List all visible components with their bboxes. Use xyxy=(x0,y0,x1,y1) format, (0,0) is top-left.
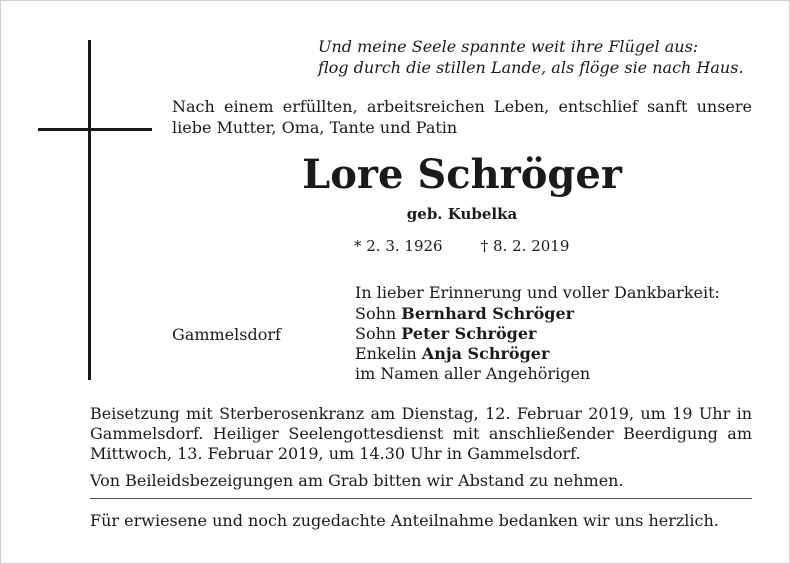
mourner-name: Bernhard Schröger xyxy=(401,304,575,323)
mourner-name: Peter Schröger xyxy=(401,324,537,343)
mourners-all: im Namen aller Angehörigen xyxy=(355,364,591,383)
mourner-relation: Sohn xyxy=(355,304,397,323)
birth-date: * 2. 3. 1926 xyxy=(354,237,443,255)
cross-icon-bar xyxy=(38,128,152,131)
mourners-list xyxy=(355,304,590,384)
place-name: Gammelsdorf xyxy=(172,325,281,344)
mourner-relation: Sohn xyxy=(355,324,397,343)
condolence-request: Von Beileidsbezeigungen am Grab bitten wir Abstand zu nehmen. xyxy=(90,471,624,490)
mourner-item xyxy=(355,344,590,364)
funeral-details: Beisetzung mit Sterberosenkranz am Dienstag, 12. Februar 2019, um 19 Uhr in Gammelsdorf. Heiliger Seelengottesdienst mit anschließender Beerdigung am Mittwoch, 13. Februar 2019, um 14.30 Uhr in Gammelsdorf. xyxy=(90,404,752,463)
deceased-name: Lore Schröger xyxy=(302,151,622,198)
poem-motto xyxy=(318,36,758,78)
mourner-item xyxy=(355,324,590,344)
mourner-relation: Enkelin xyxy=(355,344,417,363)
thanks-line: In lieber Erinnerung und voller Dankbarkeit: xyxy=(355,283,720,302)
life-dates xyxy=(354,236,569,256)
closing-thanks: Für erwiesene und noch zugedachte Anteilnahme bedanken wir uns herzlich. xyxy=(90,511,719,530)
maiden-name: geb. Kubelka xyxy=(406,205,518,223)
mourner-name: Anja Schröger xyxy=(421,344,550,363)
intro-text: Nach einem erfüllten, arbeitsreichen Leben, entschlief sanft unsere liebe Mutter, Oma, Tante und Patin xyxy=(172,97,752,137)
cross-icon xyxy=(88,40,91,380)
motto-line-1: Und meine Seele spannte weit ihre Flügel aus: xyxy=(318,37,699,56)
mourner-item xyxy=(355,304,590,324)
divider xyxy=(90,498,752,499)
motto-line-2: flog durch die stillen Lande, als flöge sie nach Haus. xyxy=(318,58,744,77)
death-date: † 8. 2. 2019 xyxy=(480,237,570,255)
